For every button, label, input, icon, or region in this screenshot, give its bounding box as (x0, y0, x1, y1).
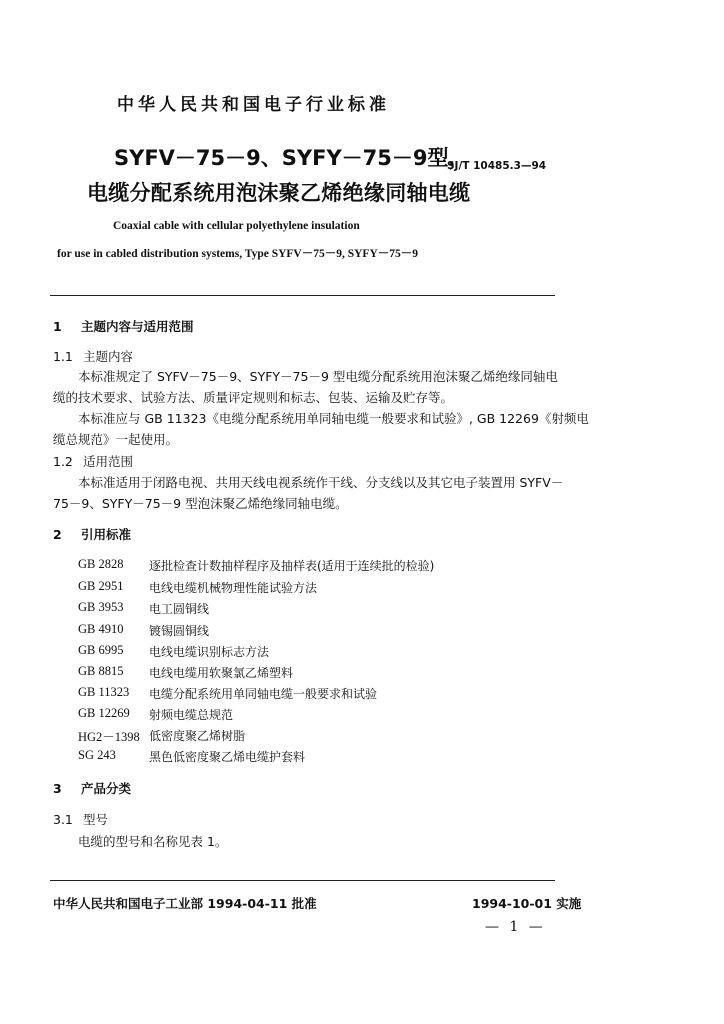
reference-title: 黑色低密度聚乙烯电缆护套料 (149, 750, 306, 764)
header-divider (50, 295, 555, 296)
implementation-date: 1994-10-01 实施 (472, 896, 582, 911)
reference-code: GB 4910 (78, 622, 124, 636)
section-number: 2 (53, 527, 62, 542)
subsection-title: 主题内容 (83, 349, 134, 364)
paragraph-line: 75－9、SYFY－75－9 型泡沫聚乙烯绝缘同轴电缆。 (53, 496, 348, 511)
reference-code: GB 2828 (78, 557, 124, 571)
reference-title: 电线电缆机械物理性能试验方法 (149, 581, 318, 595)
paragraph-line: 本标准规定了 SYFV－75－9、SYFY－75－9 型电缆分配系统用泡沫聚乙烯绝缘同轴电 (78, 369, 558, 384)
reference-code: GB 2951 (78, 579, 124, 593)
section-3-heading (53, 779, 131, 797)
reference-title: 电工圆铜线 (149, 602, 210, 616)
section-2-heading (53, 525, 131, 543)
document-title-line-2: 电缆分配系统用泡沫聚乙烯绝缘同轴电缆 (87, 181, 471, 205)
reference-title: 电缆分配系统用单同轴电缆一般要求和试验 (149, 687, 378, 701)
english-title-line-2: for use in cabled distribution systems, Type SYFV－75－9, SYFY－75－9 (57, 248, 419, 260)
paragraph-line: 缆的技术要求、试验方法、质量评定规则和标志、包装、运输及贮存等。 (53, 390, 454, 405)
footer-divider (50, 880, 555, 881)
section-title: 产品分类 (81, 781, 132, 796)
subsection-title: 适用范围 (83, 454, 134, 469)
subsection-3-1-heading (53, 810, 108, 828)
reference-code: GB 12269 (78, 706, 130, 720)
page-number: — 1 — (485, 919, 546, 935)
subsection-1-2-heading (53, 452, 133, 470)
paragraph-line: 缆总规范》一起使用。 (53, 432, 179, 447)
subsection-title: 型号 (83, 812, 109, 827)
reference-title: 电线电缆用软聚氯乙烯塑料 (149, 666, 294, 680)
reference-title: 电线电缆识别标志方法 (149, 645, 270, 659)
subsection-number: 3.1 (53, 812, 73, 827)
section-number: 3 (53, 781, 62, 796)
reference-code: SG 243 (78, 748, 116, 762)
english-title-line-1: Coaxial cable with cellular polyethylene insulation (113, 220, 360, 232)
reference-title: 镀锡圆铜线 (149, 624, 210, 638)
reference-title: 逐批检查计数抽样程序及抽样表(适用于连续批的检验) (149, 559, 435, 573)
reference-code: GB 3953 (78, 600, 124, 614)
reference-code: GB 8815 (78, 664, 124, 678)
paragraph-line: 本标准适用于闭路电视、共用天线电视系统作干线、分支线以及其它电子装置用 SYFV－ (78, 475, 564, 490)
reference-code: HG2－1398 (78, 730, 140, 744)
reference-code: GB 6995 (78, 643, 124, 657)
document-title-line-1: SYFV－75－9、SYFY－75－9型， (114, 146, 470, 170)
standard-number: SJ/T 10485.3—94 (447, 160, 547, 172)
paragraph-line: 本标准应与 GB 11323《电缆分配系统用单同轴电缆一般要求和试验》, GB 12269《射频电 (78, 411, 589, 426)
section-number: 1 (53, 319, 62, 334)
section-title: 引用标准 (81, 527, 132, 542)
reference-title: 射频电缆总规范 (149, 708, 234, 722)
paragraph-line: 电缆的型号和名称见表 1。 (78, 834, 228, 849)
subsection-number: 1.1 (53, 349, 73, 364)
subsection-number: 1.2 (53, 454, 73, 469)
section-1-heading (53, 317, 194, 335)
section-title: 主题内容与适用范围 (81, 319, 194, 334)
reference-code: GB 11323 (78, 685, 130, 699)
approval-line: 中华人民共和国电子工业部 1994-04-11 批准 (53, 896, 317, 911)
standard-category-title: 中华人民共和国电子行业标准 (117, 95, 390, 115)
reference-title: 低密度聚乙烯树脂 (149, 729, 246, 743)
subsection-1-1-heading (53, 347, 133, 365)
